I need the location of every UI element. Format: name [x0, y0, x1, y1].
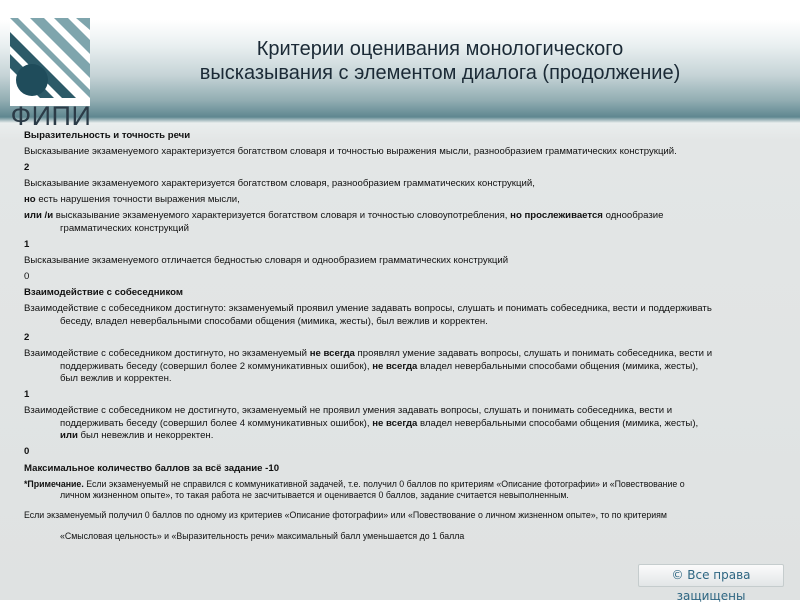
text-segment: есть нарушения точности выражения мысли, — [35, 194, 240, 206]
expressiveness-heading: Выразительность и точность речи — [24, 130, 191, 141]
bold-not-always: не всегда — [372, 360, 418, 372]
note-label: *Примечание. — [24, 478, 84, 489]
logo-graphic — [10, 18, 90, 106]
title-line-2: высказывания с элементом диалога (продолжение) — [199, 62, 681, 84]
text-segment: высказывание экзаменуемого характеризуется богатством словаря и точностью словоупотребления, — [53, 210, 511, 222]
copyright-badge: © Все права защищены — [638, 564, 784, 587]
bold-not-always: не всегда — [309, 348, 355, 360]
expressiveness-score-2-line-1: Высказывание экзаменуемого характеризуется богатством словаря, разнообразием грамматических конструкций, — [24, 178, 535, 190]
bold-not-always: не всегда — [372, 417, 418, 429]
score-label-2: 2 — [24, 332, 30, 344]
note-text — [24, 479, 714, 502]
interaction-score-1-text — [24, 405, 714, 443]
interaction-score-2-text — [24, 348, 714, 386]
max-score-text: Максимальное количество баллов за всё задание -10 — [24, 462, 280, 474]
text-segment: владел невербальными способами общения (мимика, жесты), был вежлив и корректен. — [60, 360, 699, 385]
text-segment: Если экзаменуемый не справился с коммуникативной задачей, т.е. получил 0 баллов по критериям «Описание фотографии» и «Повествование о личном жизненном опыте», то такая работа не засчитывается и оценивается 0 баллов, задание считается невыполненным. — [60, 478, 685, 501]
final-note-text: Если экзаменуемый получил 0 баллов по одному из критериев «Описание фотографии» или «Повествование о личном жизненном опыте», то по критериям «Смысловая цельность» и «Выразительность речи» максимальный балл уменьшается до 1 балла — [24, 510, 667, 542]
bold-but: но — [24, 194, 36, 206]
bold-or-and: или /и — [24, 210, 54, 222]
interaction-score-3-text: Взаимодействие с собеседником достигнуто: экзаменуемый проявил умение задавать вопросы, слушать и понимать собеседника, вести и поддерживать беседу, владел невербальными способами общения (мимика, жесты), был вежлив и корректен. — [24, 303, 712, 327]
title-line-1: Критерии оценивания монологического — [256, 38, 624, 60]
logo-text: ФИПИ — [10, 101, 92, 131]
text-segment: Взаимодействие с собеседником достигнуто, но экзаменуемый — [24, 348, 310, 360]
fipi-logo — [10, 18, 92, 131]
interaction-heading: Взаимодействие с собеседником — [24, 287, 183, 299]
expressiveness-score-2-line-3 — [24, 210, 714, 235]
expressiveness-score-2-line-2 — [24, 194, 714, 207]
expressiveness-score-3-text: Высказывание экзаменуемого характеризуется богатством словаря и точностью выражения мысли, разнообразием грамматических конструкций. — [24, 146, 677, 158]
score-label-1: 1 — [24, 389, 30, 401]
bold-or: или — [60, 430, 78, 442]
text-segment: Взаимодействие с собеседником не достигнуто, экзаменуемый не проявил умения задавать вопросы, слушать и понимать собеседника, вести и поддерживать беседу (совершил более 4 коммуникативных ошибок), — [24, 405, 673, 429]
expressiveness-score-1-text: Высказывание экзаменуемого отличается бедностью словаря и однообразием грамматических конструкций — [24, 255, 509, 267]
score-label-0: 0 — [24, 446, 30, 458]
text-segment: был невежлив и некорректен. — [77, 430, 214, 442]
criteria-content — [24, 130, 714, 551]
logo-emblem-icon — [10, 18, 90, 106]
score-label-2: 2 — [24, 162, 30, 174]
text-segment: однообразие грамматических конструкций — [60, 210, 664, 234]
text-segment: проявлял умение задавать вопросы, слушать и понимать собеседника, вести и поддерживать беседу (совершил более 2 коммуникативных ошибок), — [60, 348, 713, 372]
page-title — [150, 37, 730, 85]
bold-but-visible: но прослеживается — [510, 210, 603, 222]
score-label-1: 1 — [24, 239, 30, 251]
score-label-0: 0 — [24, 271, 30, 283]
text-segment: владел невербальными способами общения (мимика, жесты), — [417, 417, 699, 429]
